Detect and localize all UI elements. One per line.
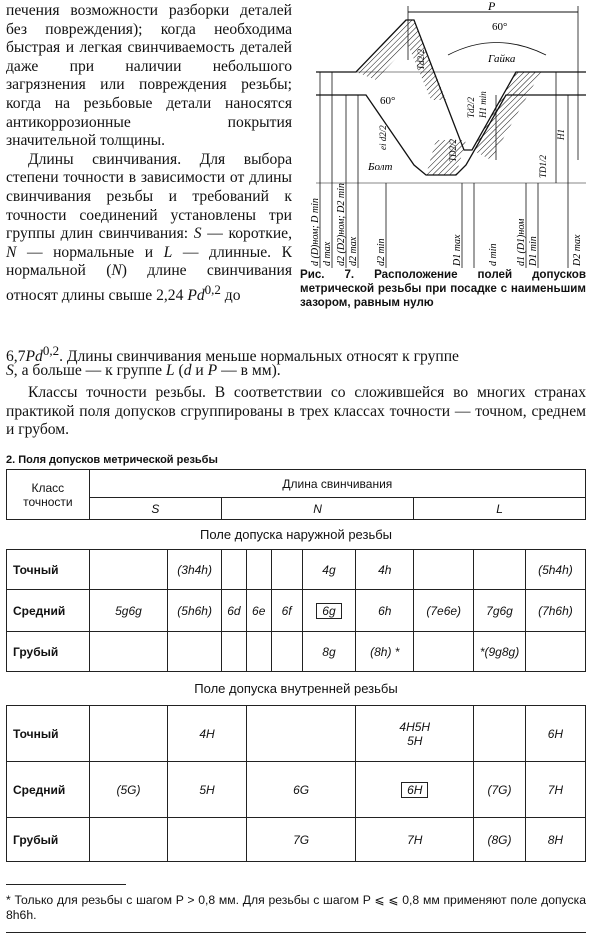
table-group-row	[7, 498, 586, 520]
symbol-s: S	[6, 362, 14, 379]
text-run: и	[191, 362, 208, 379]
table-cell: 7H	[525, 762, 585, 818]
table-cell	[89, 706, 168, 762]
symbol-d: d	[183, 362, 192, 379]
table-cell	[168, 818, 247, 862]
text-run: — короткие,	[201, 225, 292, 243]
row-name: Грубый	[7, 818, 90, 862]
boxed-value: 6H	[401, 782, 428, 798]
table-cell: (5G)	[89, 762, 168, 818]
section-inner-label: Поле допуска внутренней резьбы	[7, 672, 586, 706]
row-name: Точный	[7, 706, 90, 762]
label-angle-mid: 60°	[380, 95, 396, 107]
table-cell: 7H	[356, 818, 474, 862]
table-row	[7, 818, 586, 862]
table-row	[7, 590, 586, 632]
label-h1min: H1 min	[478, 91, 488, 118]
symbol-n: N	[6, 243, 17, 261]
label-D1-min: D1 min	[528, 236, 539, 266]
row-name: Грубый	[7, 632, 90, 672]
table-cell	[168, 632, 222, 672]
table-header-row	[7, 470, 586, 498]
table-cell	[222, 550, 247, 590]
text-run: 6,7	[6, 348, 26, 366]
left-text-column	[6, 2, 292, 306]
table-title: 2. Поля допусков метрической резьбы	[6, 454, 218, 466]
label-d-max: d max	[322, 241, 333, 266]
thread-tolerance-figure	[296, 0, 588, 268]
table-cell	[271, 550, 302, 590]
symbol-p: P	[207, 362, 218, 379]
table-cell: 6d	[222, 590, 247, 632]
table-cell	[246, 550, 271, 590]
paragraph-continuation: печения возможности разборки деталей без повреждения); когда необходима быстрая и легкая свинчиваемость деталей даже при наличии небольшого загрязнения или повреждения резьбы; когда на резьбовые детали наносятся антикоррозионные покрытия значительной толщины.	[6, 2, 292, 150]
table-cell	[89, 550, 168, 590]
text-run: — длинные. К нормальной (	[6, 243, 292, 280]
table-cell: (8h) *	[356, 632, 414, 672]
table-cell	[414, 632, 474, 672]
tolerance-table	[6, 469, 586, 862]
table-cell: 6f	[271, 590, 302, 632]
footnote-rule	[6, 884, 126, 885]
table-cell: 7G	[246, 818, 356, 862]
header-length: Длина свинчивания	[89, 470, 585, 498]
label-p: P	[488, 0, 496, 13]
table-cell	[222, 632, 247, 672]
table-cell: 6H	[525, 706, 585, 762]
table-row	[7, 550, 586, 590]
paragraph-screw-length	[6, 151, 292, 306]
table-cell	[525, 632, 585, 672]
table-cell	[246, 706, 356, 762]
table-cell	[246, 632, 271, 672]
table-cell	[89, 818, 168, 862]
text-run: — в мм).	[217, 362, 281, 379]
label-D1-max: D1 max	[452, 234, 463, 266]
group-s: S	[89, 498, 221, 520]
label-nut: Гайка	[488, 53, 516, 65]
exponent: 0,2	[42, 343, 60, 358]
table-cell: (5h6h)	[168, 590, 222, 632]
section-row-inner	[7, 672, 586, 706]
label-d1-nom: d1 (D1)ном	[516, 218, 527, 266]
table-cell: (8G)	[474, 818, 526, 862]
row-name: Средний	[7, 590, 90, 632]
table-cell: 5g6g	[89, 590, 168, 632]
symbol-n: N	[111, 262, 122, 280]
table-cell: 8H	[525, 818, 585, 862]
text-run: . Длины свинчивания меньше нормальных относят к группе	[59, 348, 459, 366]
boxed-value: 6g	[316, 603, 341, 619]
label-d-nom: d (D)ном; D min	[310, 198, 321, 266]
label-td2-lower: TD2/2	[448, 138, 458, 162]
table-cell: (5h4h)	[525, 550, 585, 590]
footnote: * Только для резьбы с шагом P > 0,8 мм. Для резьбы с шагом P ⩽ ⩽ 0,8 мм применяют поле допуска 8h6h.	[6, 893, 586, 922]
table-cell: *(9g8g)	[474, 632, 526, 672]
table-cell: 6e	[246, 590, 271, 632]
label-d2-nom: d2 (D2)ном; D2 min	[336, 183, 347, 266]
row-name: Точный	[7, 550, 90, 590]
table-row	[7, 632, 586, 672]
figure-caption: Рис. 7. Расположение полей допусков метрической резьбы при посадке с наименьшим зазором, равным нулю	[300, 268, 586, 309]
symbol-s: S	[193, 225, 202, 243]
label-d2-max: d2 max	[348, 236, 359, 266]
bottom-rule	[6, 932, 586, 933]
label-td2-upper: Td2/2	[466, 96, 476, 118]
table-cell: 4h	[356, 550, 414, 590]
table-cell: 4g	[302, 550, 356, 590]
table-cell: 6h	[356, 590, 414, 632]
table-cell	[474, 550, 526, 590]
label-h1: H1	[556, 129, 566, 140]
exponent: 0,2	[204, 281, 221, 297]
row-name: Средний	[7, 762, 90, 818]
table-cell: 7g6g	[474, 590, 526, 632]
text-run: ) длине свинчивания относят длины свыше 2,24	[6, 262, 292, 305]
table-cell-boxed	[356, 762, 474, 818]
table-cell-boxed	[302, 590, 356, 632]
table-cell: 6G	[246, 762, 356, 818]
table-cell: (7G)	[474, 762, 526, 818]
table-cell	[271, 632, 302, 672]
label-bolt: Болт	[368, 161, 393, 173]
table-cell: 4H	[168, 706, 247, 762]
label-d-min: d min	[488, 243, 499, 266]
table-cell: 4H5H 5H	[356, 706, 474, 762]
text-run: — нормальные и	[16, 243, 164, 261]
symbol-l: L	[165, 362, 175, 379]
label-d2-min: d2 min	[376, 238, 387, 266]
paragraph-accuracy-classes: Классы точности резьбы. В соответствии со сложившейся во многих странах практикой поля допусков сгруппированы в трех классах точности — точном, среднем и грубом.	[6, 384, 586, 439]
group-l: L	[414, 498, 586, 520]
table-row	[7, 706, 586, 762]
text-run: Длины свинчивания. Для выбора степени точности в зависимости от длины свинчивания резьбы и требований к точности соединений установлены три группы длин свинчивания:	[6, 150, 292, 243]
section-outer-label: Поле допуска наружной резьбы	[7, 520, 586, 550]
table-cell	[89, 632, 168, 672]
text-run: до	[220, 287, 241, 305]
table-cell: 8g	[302, 632, 356, 672]
full-width-text-line2	[6, 362, 586, 381]
label-D2-max: D2 max	[572, 234, 583, 266]
table-row	[7, 762, 586, 818]
header-class: Класс точности	[7, 470, 90, 520]
label-td1: TD1/2	[538, 154, 548, 178]
group-n: N	[222, 498, 414, 520]
text-run: , а больше — к группе	[13, 362, 166, 379]
table-cell: (7h6h)	[525, 590, 585, 632]
label-eid2: ei d2/2	[378, 125, 388, 150]
table-cell: (3h4h)	[168, 550, 222, 590]
table-cell	[474, 706, 526, 762]
symbol-pd: Pd	[187, 287, 205, 305]
label-angle-top: 60°	[492, 21, 508, 33]
table-cell	[414, 550, 474, 590]
section-row-outer	[7, 520, 586, 550]
label-td2: Td2/2	[416, 48, 426, 70]
symbol-pd: Pd	[25, 348, 43, 366]
table-cell: 5H	[168, 762, 247, 818]
text-run: (	[174, 362, 184, 379]
symbol-l: L	[163, 243, 173, 261]
table-cell: (7e6e)	[414, 590, 474, 632]
